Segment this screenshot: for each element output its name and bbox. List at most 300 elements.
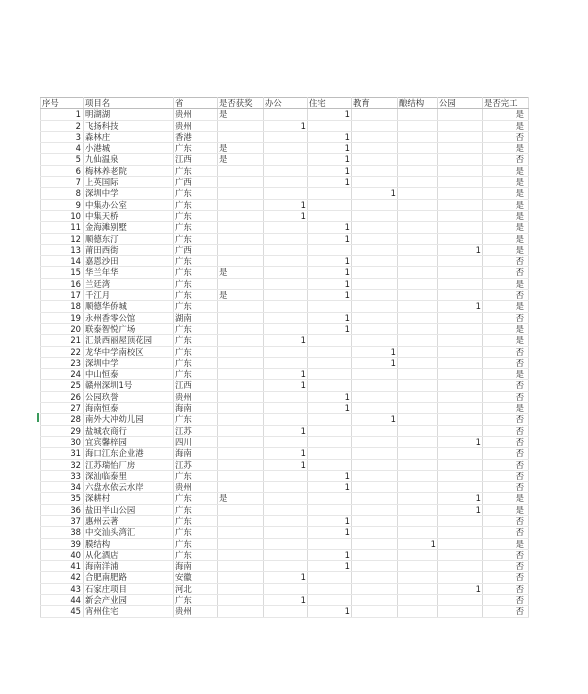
cell-structure[interactable] <box>398 210 438 221</box>
cell-park[interactable] <box>438 391 483 402</box>
cell-residential[interactable] <box>308 572 352 583</box>
cell-project-name[interactable]: 宵州住宅 <box>84 606 174 617</box>
cell-office[interactable]: 1 <box>264 572 308 583</box>
cell-index[interactable]: 12 <box>41 233 84 244</box>
cell-education[interactable] <box>352 369 398 380</box>
cell-residential[interactable]: 1 <box>308 177 352 188</box>
cell-structure[interactable] <box>398 425 438 436</box>
cell-structure[interactable] <box>398 199 438 210</box>
cell-structure[interactable] <box>398 380 438 391</box>
cell-province[interactable]: 广东 <box>174 165 218 176</box>
cell-park[interactable] <box>438 267 483 278</box>
cell-park[interactable] <box>438 346 483 357</box>
cell-education[interactable] <box>352 210 398 221</box>
cell-education[interactable] <box>352 403 398 414</box>
header-cell-project-name[interactable]: 项目名 <box>84 98 174 109</box>
cell-awarded[interactable] <box>218 120 264 131</box>
cell-park[interactable] <box>438 538 483 549</box>
cell-education[interactable]: 1 <box>352 357 398 368</box>
cell-office[interactable] <box>264 606 308 617</box>
cell-completed[interactable]: 否 <box>483 267 529 278</box>
cell-structure[interactable] <box>398 346 438 357</box>
cell-completed[interactable]: 是 <box>483 244 529 255</box>
cell-province[interactable]: 广东 <box>174 323 218 334</box>
cell-completed[interactable]: 是 <box>483 120 529 131</box>
cell-residential[interactable] <box>308 436 352 447</box>
cell-park[interactable] <box>438 143 483 154</box>
cell-office[interactable]: 1 <box>264 199 308 210</box>
cell-park[interactable] <box>438 470 483 481</box>
cell-awarded[interactable] <box>218 482 264 493</box>
cell-awarded[interactable] <box>218 391 264 402</box>
cell-residential[interactable] <box>308 346 352 357</box>
cell-completed[interactable]: 是 <box>483 538 529 549</box>
cell-park[interactable] <box>438 549 483 560</box>
cell-province[interactable]: 广东 <box>174 335 218 346</box>
cell-province[interactable]: 贵州 <box>174 120 218 131</box>
cell-project-name[interactable]: 上英国际 <box>84 177 174 188</box>
cell-structure[interactable] <box>398 244 438 255</box>
cell-completed[interactable]: 否 <box>483 470 529 481</box>
cell-structure[interactable] <box>398 278 438 289</box>
header-cell-residential[interactable]: 住宅 <box>308 98 352 109</box>
cell-index[interactable]: 36 <box>41 504 84 515</box>
cell-index[interactable]: 34 <box>41 482 84 493</box>
cell-park[interactable] <box>438 357 483 368</box>
cell-education[interactable] <box>352 470 398 481</box>
cell-park[interactable] <box>438 290 483 301</box>
cell-province[interactable]: 广东 <box>174 222 218 233</box>
cell-completed[interactable]: 是 <box>483 323 529 334</box>
cell-park[interactable] <box>438 210 483 221</box>
cell-park[interactable] <box>438 120 483 131</box>
cell-completed[interactable]: 是 <box>483 335 529 346</box>
cell-education[interactable] <box>352 482 398 493</box>
cell-park[interactable] <box>438 561 483 572</box>
cell-residential[interactable]: 1 <box>308 549 352 560</box>
cell-index[interactable]: 9 <box>41 199 84 210</box>
cell-completed[interactable]: 是 <box>483 165 529 176</box>
cell-office[interactable] <box>264 188 308 199</box>
cell-residential[interactable]: 1 <box>308 403 352 414</box>
cell-education[interactable] <box>352 391 398 402</box>
cell-project-name[interactable]: 南外大冲幼儿园 <box>84 414 174 425</box>
cell-province[interactable]: 江苏 <box>174 425 218 436</box>
cell-index[interactable]: 6 <box>41 165 84 176</box>
cell-park[interactable] <box>438 606 483 617</box>
cell-education[interactable]: 1 <box>352 414 398 425</box>
cell-education[interactable] <box>352 222 398 233</box>
cell-awarded[interactable] <box>218 504 264 515</box>
cell-index[interactable]: 23 <box>41 357 84 368</box>
cell-residential[interactable] <box>308 459 352 470</box>
cell-project-name[interactable]: 嘉恩沙田 <box>84 256 174 267</box>
cell-education[interactable] <box>352 572 398 583</box>
cell-completed[interactable]: 否 <box>483 414 529 425</box>
cell-structure[interactable] <box>398 527 438 538</box>
cell-office[interactable] <box>264 244 308 255</box>
cell-index[interactable]: 14 <box>41 256 84 267</box>
cell-structure[interactable] <box>398 606 438 617</box>
cell-structure[interactable] <box>398 233 438 244</box>
cell-residential[interactable] <box>308 188 352 199</box>
cell-residential[interactable] <box>308 301 352 312</box>
cell-awarded[interactable] <box>218 572 264 583</box>
cell-structure[interactable] <box>398 301 438 312</box>
cell-index[interactable]: 21 <box>41 335 84 346</box>
cell-project-name[interactable]: 宜宾馨梓园 <box>84 436 174 447</box>
cell-completed[interactable]: 否 <box>483 583 529 594</box>
cell-structure[interactable] <box>398 323 438 334</box>
cell-education[interactable] <box>352 143 398 154</box>
cell-office[interactable] <box>264 403 308 414</box>
cell-province[interactable]: 广东 <box>174 256 218 267</box>
cell-province[interactable]: 贵州 <box>174 109 218 120</box>
cell-project-name[interactable]: 盐田半山公园 <box>84 504 174 515</box>
cell-residential[interactable] <box>308 120 352 131</box>
cell-structure[interactable] <box>398 493 438 504</box>
cell-office[interactable] <box>264 346 308 357</box>
cell-office[interactable] <box>264 233 308 244</box>
cell-education[interactable] <box>352 199 398 210</box>
cell-education[interactable] <box>352 131 398 142</box>
cell-province[interactable]: 广东 <box>174 290 218 301</box>
cell-project-name[interactable]: 中集天桥 <box>84 210 174 221</box>
cell-structure[interactable] <box>398 222 438 233</box>
cell-awarded[interactable] <box>218 561 264 572</box>
cell-awarded[interactable] <box>218 414 264 425</box>
cell-residential[interactable]: 1 <box>308 154 352 165</box>
cell-completed[interactable]: 是 <box>483 403 529 414</box>
cell-awarded[interactable] <box>218 177 264 188</box>
cell-structure[interactable] <box>398 369 438 380</box>
cell-project-name[interactable]: 海口江东企业港 <box>84 448 174 459</box>
cell-structure[interactable] <box>398 595 438 606</box>
cell-education[interactable] <box>352 177 398 188</box>
cell-completed[interactable]: 是 <box>483 177 529 188</box>
cell-completed[interactable]: 是 <box>483 222 529 233</box>
cell-residential[interactable]: 1 <box>308 391 352 402</box>
cell-awarded[interactable] <box>218 188 264 199</box>
cell-residential[interactable]: 1 <box>308 131 352 142</box>
cell-awarded[interactable] <box>218 278 264 289</box>
cell-structure[interactable] <box>398 459 438 470</box>
cell-education[interactable] <box>352 278 398 289</box>
cell-education[interactable] <box>352 301 398 312</box>
cell-completed[interactable]: 是 <box>483 504 529 515</box>
cell-office[interactable] <box>264 493 308 504</box>
header-cell-park[interactable]: 公园 <box>438 98 483 109</box>
cell-office[interactable] <box>264 301 308 312</box>
cell-completed[interactable]: 是 <box>483 301 529 312</box>
cell-province[interactable]: 广东 <box>174 278 218 289</box>
cell-index[interactable]: 38 <box>41 527 84 538</box>
cell-park[interactable] <box>438 131 483 142</box>
cell-park[interactable] <box>438 403 483 414</box>
cell-province[interactable]: 广东 <box>174 357 218 368</box>
cell-completed[interactable]: 否 <box>483 131 529 142</box>
cell-awarded[interactable]: 是 <box>218 290 264 301</box>
cell-province[interactable]: 河北 <box>174 583 218 594</box>
cell-awarded[interactable] <box>218 165 264 176</box>
cell-awarded[interactable]: 是 <box>218 493 264 504</box>
cell-park[interactable] <box>438 369 483 380</box>
cell-structure[interactable] <box>398 549 438 560</box>
cell-park[interactable] <box>438 188 483 199</box>
cell-office[interactable] <box>264 436 308 447</box>
cell-park[interactable] <box>438 154 483 165</box>
cell-project-name[interactable]: 联泰智悦广场 <box>84 323 174 334</box>
cell-education[interactable] <box>352 335 398 346</box>
cell-residential[interactable] <box>308 493 352 504</box>
cell-index[interactable]: 16 <box>41 278 84 289</box>
cell-park[interactable] <box>438 335 483 346</box>
cell-project-name[interactable]: 顺德华侨城 <box>84 301 174 312</box>
cell-residential[interactable] <box>308 380 352 391</box>
cell-province[interactable]: 广东 <box>174 414 218 425</box>
cell-index[interactable]: 3 <box>41 131 84 142</box>
cell-residential[interactable]: 1 <box>308 109 352 120</box>
cell-residential[interactable]: 1 <box>308 515 352 526</box>
cell-index[interactable]: 39 <box>41 538 84 549</box>
header-cell-awarded[interactable]: 是否获奖 <box>218 98 264 109</box>
cell-completed[interactable]: 否 <box>483 459 529 470</box>
cell-project-name[interactable]: 江苏瑞怡厂房 <box>84 459 174 470</box>
cell-education[interactable] <box>352 267 398 278</box>
cell-awarded[interactable] <box>218 312 264 323</box>
cell-residential[interactable] <box>308 448 352 459</box>
cell-project-name[interactable]: 小港城 <box>84 143 174 154</box>
cell-project-name[interactable]: 膜结构 <box>84 538 174 549</box>
cell-structure[interactable] <box>398 561 438 572</box>
cell-project-name[interactable]: 顺德东汀 <box>84 233 174 244</box>
cell-completed[interactable]: 否 <box>483 549 529 560</box>
cell-park[interactable]: 1 <box>438 436 483 447</box>
cell-park[interactable] <box>438 380 483 391</box>
cell-awarded[interactable] <box>218 335 264 346</box>
cell-index[interactable]: 40 <box>41 549 84 560</box>
cell-education[interactable] <box>352 549 398 560</box>
cell-education[interactable] <box>352 256 398 267</box>
cell-project-name[interactable]: 海南洋浦 <box>84 561 174 572</box>
cell-education[interactable] <box>352 380 398 391</box>
cell-park[interactable]: 1 <box>438 493 483 504</box>
cell-park[interactable] <box>438 199 483 210</box>
cell-awarded[interactable] <box>218 538 264 549</box>
cell-residential[interactable]: 1 <box>308 267 352 278</box>
cell-office[interactable] <box>264 583 308 594</box>
cell-residential[interactable]: 1 <box>308 527 352 538</box>
cell-park[interactable] <box>438 527 483 538</box>
cell-index[interactable]: 5 <box>41 154 84 165</box>
cell-office[interactable] <box>264 538 308 549</box>
cell-project-name[interactable]: 盐城农商行 <box>84 425 174 436</box>
cell-structure[interactable] <box>398 572 438 583</box>
cell-awarded[interactable]: 是 <box>218 267 264 278</box>
cell-office[interactable]: 1 <box>264 210 308 221</box>
cell-structure[interactable] <box>398 256 438 267</box>
cell-province[interactable]: 贵州 <box>174 606 218 617</box>
cell-project-name[interactable]: 赣州深圳1号 <box>84 380 174 391</box>
cell-education[interactable] <box>352 493 398 504</box>
cell-office[interactable]: 1 <box>264 448 308 459</box>
header-cell-structure[interactable]: 酿结构 <box>398 98 438 109</box>
cell-education[interactable] <box>352 425 398 436</box>
cell-park[interactable] <box>438 233 483 244</box>
cell-province[interactable]: 江西 <box>174 380 218 391</box>
cell-office[interactable]: 1 <box>264 369 308 380</box>
cell-project-name[interactable]: 合肥南肥路 <box>84 572 174 583</box>
cell-office[interactable] <box>264 515 308 526</box>
cell-education[interactable] <box>352 109 398 120</box>
cell-completed[interactable]: 否 <box>483 436 529 447</box>
cell-completed[interactable]: 否 <box>483 425 529 436</box>
cell-index[interactable]: 25 <box>41 380 84 391</box>
cell-residential[interactable]: 1 <box>308 323 352 334</box>
cell-office[interactable] <box>264 414 308 425</box>
cell-awarded[interactable] <box>218 199 264 210</box>
cell-completed[interactable]: 是 <box>483 233 529 244</box>
cell-province[interactable]: 江西 <box>174 154 218 165</box>
cell-completed[interactable]: 是 <box>483 369 529 380</box>
cell-index[interactable]: 41 <box>41 561 84 572</box>
cell-education[interactable] <box>352 504 398 515</box>
cell-park[interactable]: 1 <box>438 504 483 515</box>
cell-index[interactable]: 27 <box>41 403 84 414</box>
cell-office[interactable] <box>264 504 308 515</box>
cell-index[interactable]: 8 <box>41 188 84 199</box>
cell-office[interactable] <box>264 549 308 560</box>
cell-office[interactable]: 1 <box>264 595 308 606</box>
cell-park[interactable] <box>438 425 483 436</box>
cell-index[interactable]: 10 <box>41 210 84 221</box>
cell-residential[interactable]: 1 <box>308 470 352 481</box>
cell-index[interactable]: 33 <box>41 470 84 481</box>
cell-residential[interactable] <box>308 357 352 368</box>
cell-education[interactable] <box>352 515 398 526</box>
cell-residential[interactable] <box>308 199 352 210</box>
cell-index[interactable]: 45 <box>41 606 84 617</box>
cell-province[interactable]: 广东 <box>174 210 218 221</box>
cell-province[interactable]: 广东 <box>174 199 218 210</box>
cell-structure[interactable] <box>398 414 438 425</box>
cell-structure[interactable] <box>398 482 438 493</box>
cell-awarded[interactable] <box>218 357 264 368</box>
cell-index[interactable]: 20 <box>41 323 84 334</box>
cell-index[interactable]: 7 <box>41 177 84 188</box>
cell-awarded[interactable] <box>218 436 264 447</box>
cell-awarded[interactable] <box>218 369 264 380</box>
cell-residential[interactable]: 1 <box>308 312 352 323</box>
cell-completed[interactable]: 否 <box>483 312 529 323</box>
cell-awarded[interactable] <box>218 595 264 606</box>
cell-project-name[interactable]: 华兰年华 <box>84 267 174 278</box>
cell-awarded[interactable] <box>218 346 264 357</box>
cell-office[interactable] <box>264 470 308 481</box>
cell-residential[interactable] <box>308 210 352 221</box>
cell-residential[interactable] <box>308 425 352 436</box>
cell-awarded[interactable] <box>218 470 264 481</box>
cell-completed[interactable]: 否 <box>483 391 529 402</box>
cell-office[interactable] <box>264 357 308 368</box>
cell-project-name[interactable]: 永州香零公馆 <box>84 312 174 323</box>
cell-province[interactable]: 海南 <box>174 561 218 572</box>
cell-completed[interactable]: 是 <box>483 188 529 199</box>
cell-office[interactable]: 1 <box>264 120 308 131</box>
cell-awarded[interactable] <box>218 515 264 526</box>
cell-province[interactable]: 广东 <box>174 538 218 549</box>
cell-project-name[interactable]: 石家庄项目 <box>84 583 174 594</box>
cell-park[interactable] <box>438 109 483 120</box>
cell-project-name[interactable]: 千江月 <box>84 290 174 301</box>
cell-index[interactable]: 29 <box>41 425 84 436</box>
cell-project-name[interactable]: 中集办公室 <box>84 199 174 210</box>
cell-index[interactable]: 28 <box>41 414 84 425</box>
cell-office[interactable] <box>264 222 308 233</box>
cell-education[interactable] <box>352 448 398 459</box>
cell-residential[interactable]: 1 <box>308 278 352 289</box>
cell-structure[interactable] <box>398 177 438 188</box>
cell-awarded[interactable] <box>218 403 264 414</box>
cell-province[interactable]: 湖南 <box>174 312 218 323</box>
cell-project-name[interactable]: 深圳中学 <box>84 357 174 368</box>
cell-structure[interactable] <box>398 290 438 301</box>
cell-residential[interactable]: 1 <box>308 561 352 572</box>
cell-project-name[interactable]: 明湖湖 <box>84 109 174 120</box>
cell-office[interactable] <box>264 131 308 142</box>
cell-office[interactable] <box>264 561 308 572</box>
cell-index[interactable]: 26 <box>41 391 84 402</box>
cell-project-name[interactable]: 九仙温泉 <box>84 154 174 165</box>
cell-awarded[interactable] <box>218 459 264 470</box>
cell-province[interactable]: 广东 <box>174 527 218 538</box>
cell-structure[interactable] <box>398 188 438 199</box>
cell-project-name[interactable]: 中交汕头湾汇 <box>84 527 174 538</box>
cell-park[interactable] <box>438 312 483 323</box>
cell-park[interactable]: 1 <box>438 301 483 312</box>
cell-residential[interactable]: 1 <box>308 222 352 233</box>
cell-office[interactable] <box>264 109 308 120</box>
cell-office[interactable] <box>264 165 308 176</box>
cell-office[interactable]: 1 <box>264 459 308 470</box>
cell-index[interactable]: 13 <box>41 244 84 255</box>
cell-structure[interactable] <box>398 504 438 515</box>
cell-education[interactable] <box>352 312 398 323</box>
cell-province[interactable]: 广东 <box>174 188 218 199</box>
cell-structure[interactable] <box>398 109 438 120</box>
cell-structure[interactable] <box>398 391 438 402</box>
cell-completed[interactable]: 否 <box>483 482 529 493</box>
cell-office[interactable]: 1 <box>264 335 308 346</box>
cell-residential[interactable] <box>308 538 352 549</box>
cell-education[interactable] <box>352 436 398 447</box>
cell-project-name[interactable]: 深耕村 <box>84 493 174 504</box>
cell-structure[interactable] <box>398 357 438 368</box>
cell-project-name[interactable]: 汇景西丽屋顶花园 <box>84 335 174 346</box>
header-cell-completed[interactable]: 是否完工 <box>483 98 529 109</box>
cell-province[interactable]: 广东 <box>174 233 218 244</box>
cell-project-name[interactable]: 森林庄 <box>84 131 174 142</box>
cell-structure[interactable] <box>398 583 438 594</box>
cell-project-name[interactable]: 龙华中学南校区 <box>84 346 174 357</box>
cell-awarded[interactable] <box>218 256 264 267</box>
cell-awarded[interactable] <box>218 301 264 312</box>
cell-park[interactable] <box>438 222 483 233</box>
cell-residential[interactable] <box>308 369 352 380</box>
cell-completed[interactable]: 否 <box>483 572 529 583</box>
cell-awarded[interactable] <box>218 527 264 538</box>
cell-park[interactable] <box>438 482 483 493</box>
